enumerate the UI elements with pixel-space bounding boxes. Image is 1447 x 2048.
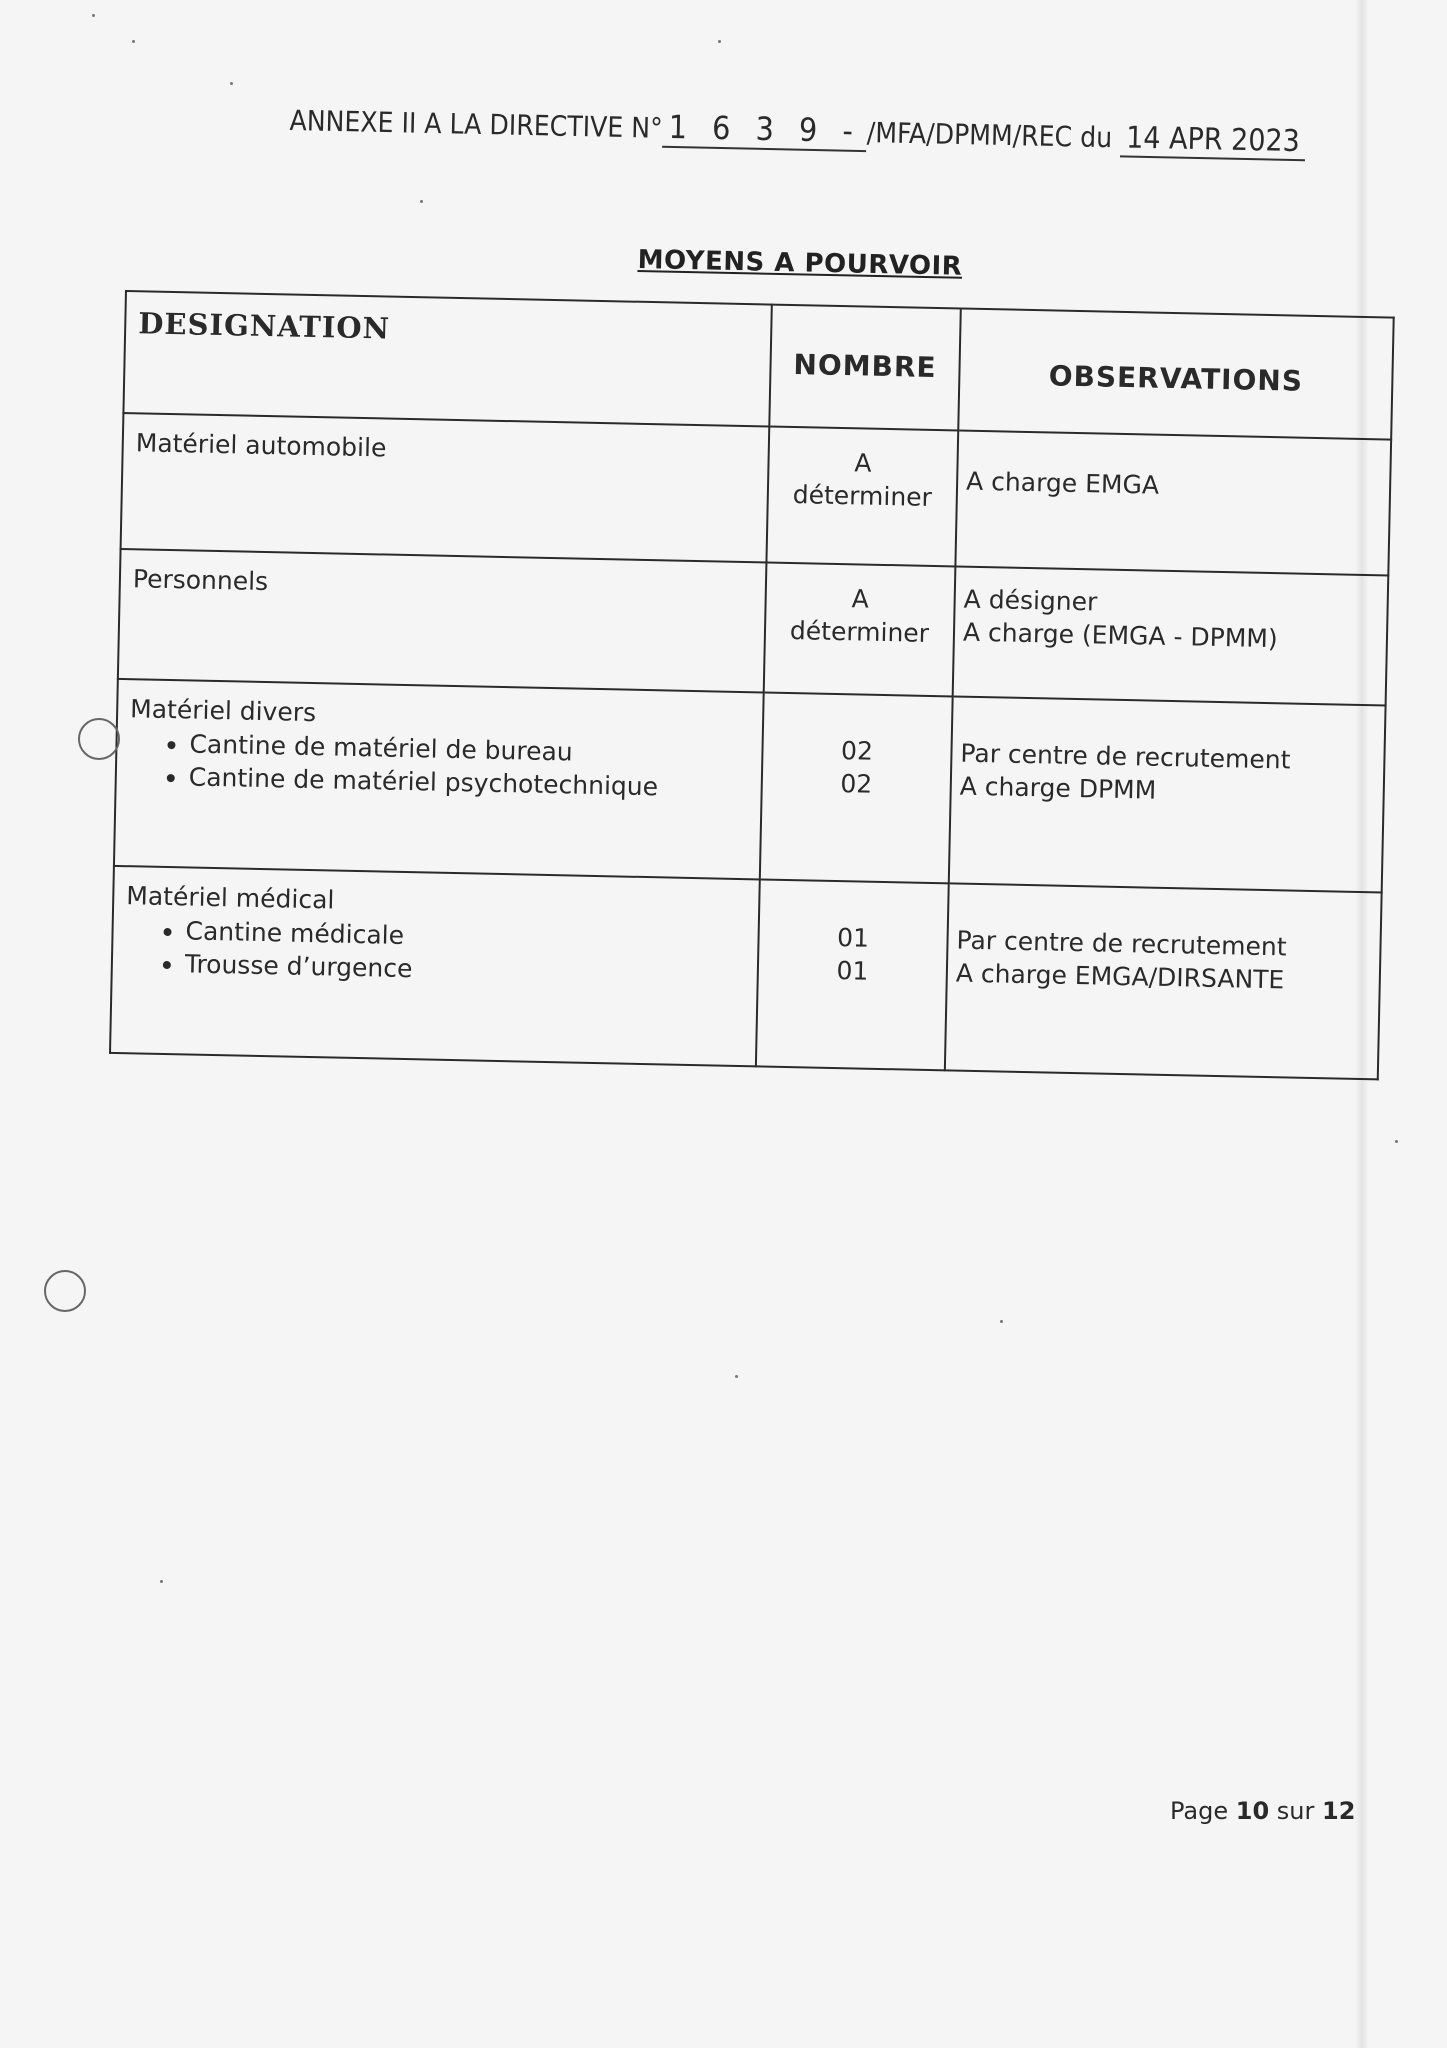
table-row — [114, 679, 1386, 893]
table-row — [121, 413, 1392, 576]
observation-cell — [945, 883, 1382, 1079]
observation-line: A désigner — [963, 584, 1098, 617]
observation-cell — [949, 696, 1386, 892]
designation-label: Matériel divers — [129, 694, 317, 728]
header-observations: OBSERVATIONS — [958, 309, 1393, 440]
scan-speck — [718, 40, 721, 43]
page-footer — [1170, 1797, 1355, 1825]
resources-table — [109, 290, 1395, 1080]
page-label: Page — [1170, 1797, 1229, 1825]
header-nombre: NOMBRE — [769, 305, 961, 431]
designation-cell — [118, 549, 767, 693]
page-title: MOYENS A POURVOIR — [637, 245, 963, 282]
scan-speck — [92, 14, 95, 17]
directive-reference: /MFA/DPMM/REC du — [866, 116, 1113, 155]
list-item: • Cantine de matériel psychotechnique — [188, 761, 749, 805]
nombre-line: 01 — [836, 923, 870, 953]
sur-label: sur — [1276, 1797, 1315, 1825]
nombre-line: A — [851, 584, 870, 614]
nombre-line: 02 — [840, 768, 873, 799]
observation-line: Par centre de recrutement — [956, 925, 1287, 962]
observation-line: A charge EMGA — [965, 466, 1160, 500]
scan-speck — [1395, 1140, 1398, 1143]
designation-cell — [121, 413, 770, 562]
designation-label: Matériel automobile — [135, 428, 387, 463]
resources-table-wrapper — [109, 290, 1395, 1080]
observation-cell — [955, 430, 1391, 575]
observation-line: Par centre de recrutement — [960, 738, 1291, 775]
observation-cell — [953, 566, 1389, 705]
scan-speck — [160, 1580, 163, 1583]
header-designation: DESIGNATION — [123, 291, 771, 427]
nombre-line: 01 — [836, 955, 869, 986]
designation-label: Matériel médical — [126, 881, 335, 915]
scan-speck — [132, 40, 135, 43]
punch-hole-icon — [44, 1270, 86, 1312]
scan-speck — [420, 200, 423, 203]
observation-line: A charge (EMGA - DPMM) — [962, 617, 1278, 653]
page-number: 10 — [1235, 1797, 1270, 1825]
punch-hole-icon — [78, 718, 120, 760]
header-prefix: ANNEXE II A LA DIRECTIVE N° — [289, 103, 664, 145]
list-item: • Cantine médicale — [185, 915, 746, 959]
directive-number: 1 6 3 9 - — [662, 108, 867, 152]
nombre-line: déterminer — [789, 615, 930, 648]
table-row — [110, 866, 1382, 1080]
designation-cell — [110, 866, 760, 1066]
nombre-cell — [766, 427, 958, 567]
scan-speck — [230, 82, 233, 85]
item-list — [125, 914, 746, 992]
directive-header — [289, 100, 1340, 162]
page-total: 12 — [1322, 1797, 1356, 1825]
nombre-line: A — [854, 448, 872, 478]
observation-line: A charge EMGA/DIRSANTE — [955, 958, 1285, 994]
designation-cell — [114, 679, 764, 879]
nombre-line: 02 — [840, 736, 874, 766]
designation-label: Personnels — [132, 564, 269, 597]
scan-speck — [1000, 1320, 1003, 1323]
nombre-line: déterminer — [792, 479, 933, 512]
nombre-cell — [764, 562, 956, 696]
observation-line: A charge DPMM — [959, 771, 1157, 805]
scan-speck — [735, 1375, 738, 1378]
nombre-cell — [760, 692, 953, 883]
nombre-cell — [756, 879, 949, 1070]
list-item: • Trousse d’urgence — [185, 948, 746, 992]
list-item: • Cantine de matériel de bureau — [189, 728, 750, 772]
item-list — [128, 727, 749, 805]
directive-date: 14 APR 2023 — [1120, 120, 1306, 161]
